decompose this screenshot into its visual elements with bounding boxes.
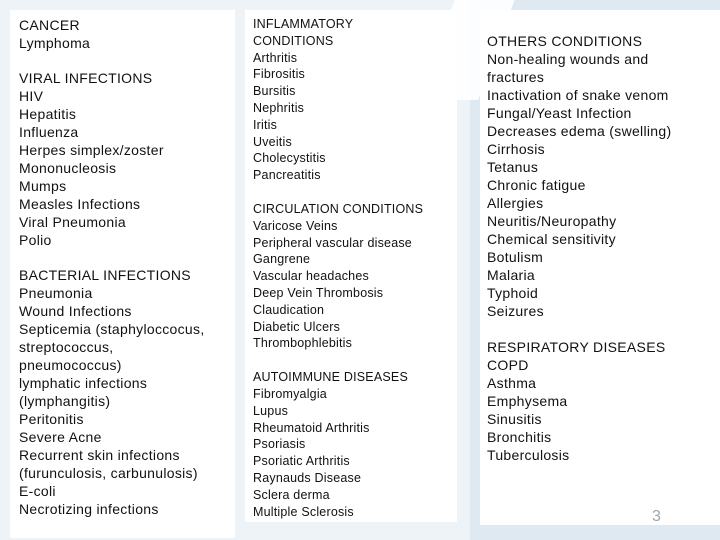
section-heading: CIRCULATION CONDITIONS: [253, 201, 424, 216]
list-item: Cholecystitis: [253, 151, 326, 166]
list-item: HIV: [19, 88, 44, 104]
list-item: Lupus: [253, 403, 289, 418]
section-heading: RESPIRATORY DISEASES: [487, 339, 666, 355]
list-item: Chemical sensitivity: [487, 231, 616, 247]
section-inflammatory-conditions: [253, 16, 457, 184]
list-item: Malaria: [487, 267, 536, 283]
section-heading: CANCER: [19, 17, 80, 33]
list-item: Inactivation of snake venom: [487, 87, 669, 103]
list-item: Measles Infections: [19, 196, 141, 212]
list-item: Peritonitis: [19, 411, 84, 427]
list-item: Sinusitis: [487, 411, 542, 427]
list-item: Peripheral vascular disease: [253, 235, 412, 250]
list-item: Lymphoma: [19, 35, 91, 51]
list-item: (furunculosis, carbunulosis): [19, 465, 198, 481]
list-item: Iritis: [253, 117, 278, 132]
list-item: Varicose Veins: [253, 218, 338, 233]
list-item: Emphysema: [487, 393, 568, 409]
list-item: Decreases edema (swelling): [487, 123, 672, 139]
list-item: Gangrene: [253, 252, 311, 267]
list-item: Multiple Sclerosis: [253, 504, 354, 519]
section-heading: OTHERS CONDITIONS: [487, 33, 643, 49]
list-item: Diabetic Ulcers: [253, 319, 341, 334]
column-middle: [245, 10, 457, 522]
list-item: Polio: [19, 232, 52, 248]
list-item: Fibromyalgia: [253, 386, 327, 401]
section-cancer: [19, 16, 235, 52]
list-item: Deep Vein Thrombosis: [253, 285, 384, 300]
section-heading: BACTERIAL INFECTIONS: [19, 267, 191, 283]
list-item: Tetanus: [487, 159, 539, 175]
list-item: E-coli: [19, 483, 56, 499]
list-item: Chronic fatigue: [487, 177, 586, 193]
list-item: Influenza: [19, 124, 79, 140]
list-item: Thrombophlebitis: [253, 336, 353, 351]
list-item: Uveitis: [253, 134, 292, 149]
section-respiratory-diseases: [487, 338, 720, 464]
list-item: Pancreatitis: [253, 168, 321, 183]
list-item: Viral Pneumonia: [19, 214, 126, 230]
list-item: Pneumonia: [19, 285, 93, 301]
list-item: Botulism: [487, 249, 544, 265]
list-item: CONDITIONS: [253, 33, 334, 48]
list-item: Nephritis: [253, 100, 305, 115]
list-item: Cirrhosis: [487, 141, 545, 157]
list-item: Non-healing wounds and: [487, 51, 649, 67]
section-autoimmune-diseases: [253, 369, 457, 520]
list-item: Vascular headaches: [253, 269, 369, 284]
section-heading: AUTOIMMUNE DISEASES: [253, 370, 408, 385]
list-item: Hepatitis: [19, 106, 77, 122]
list-item: COPD: [487, 357, 529, 373]
list-item: Tuberculosis: [487, 447, 570, 463]
list-item: Herpes simplex/zoster: [19, 142, 164, 158]
slide-number: 3: [652, 508, 661, 525]
section-circulation-conditions: [253, 201, 457, 352]
section-heading: INFLAMMATORY: [253, 17, 354, 31]
list-item: fractures: [487, 69, 545, 85]
list-item: (lymphangitis): [19, 393, 111, 409]
list-item: Bronchitis: [487, 429, 552, 445]
list-item: Fungal/Yeast Infection: [487, 105, 632, 121]
list-item: Rheumatoid Arthritis: [253, 420, 370, 435]
list-item: Necrotizing infections: [19, 501, 159, 517]
list-item: Sclera derma: [253, 487, 330, 502]
list-item: Psoriasis: [253, 437, 306, 452]
list-item: Typhoid: [487, 285, 539, 301]
list-item: Bursitis: [253, 84, 296, 99]
list-item: Claudication: [253, 302, 325, 317]
column-left: [10, 10, 235, 538]
section-others-conditions: [487, 32, 720, 320]
list-item: streptococcus,: [19, 339, 114, 355]
list-item: Severe Acne: [19, 429, 102, 445]
list-item: pneumococcus): [19, 357, 122, 373]
list-item: Recurrent skin infections: [19, 447, 180, 463]
list-item: Arthritis: [253, 50, 298, 65]
list-item: Psoriatic Arthritis: [253, 454, 350, 469]
list-item: Asthma: [487, 375, 537, 391]
list-item: Wound Infections: [19, 303, 132, 319]
list-item: Fibrositis: [253, 67, 306, 82]
section-viral-infections: [19, 69, 235, 249]
list-item: lymphatic infections: [19, 375, 148, 391]
column-right: [480, 10, 720, 525]
section-heading: VIRAL INFECTIONS: [19, 70, 153, 86]
list-item: Seizures: [487, 303, 544, 319]
list-item: Allergies: [487, 195, 544, 211]
list-item: Septicemia (staphyloccocus,: [19, 321, 205, 337]
section-bacterial-infections: [19, 266, 235, 518]
list-item: Mumps: [19, 178, 67, 194]
list-item: Mononucleosis: [19, 160, 117, 176]
list-item: Raynauds Disease: [253, 470, 362, 485]
list-item: Neuritis/Neuropathy: [487, 213, 617, 229]
